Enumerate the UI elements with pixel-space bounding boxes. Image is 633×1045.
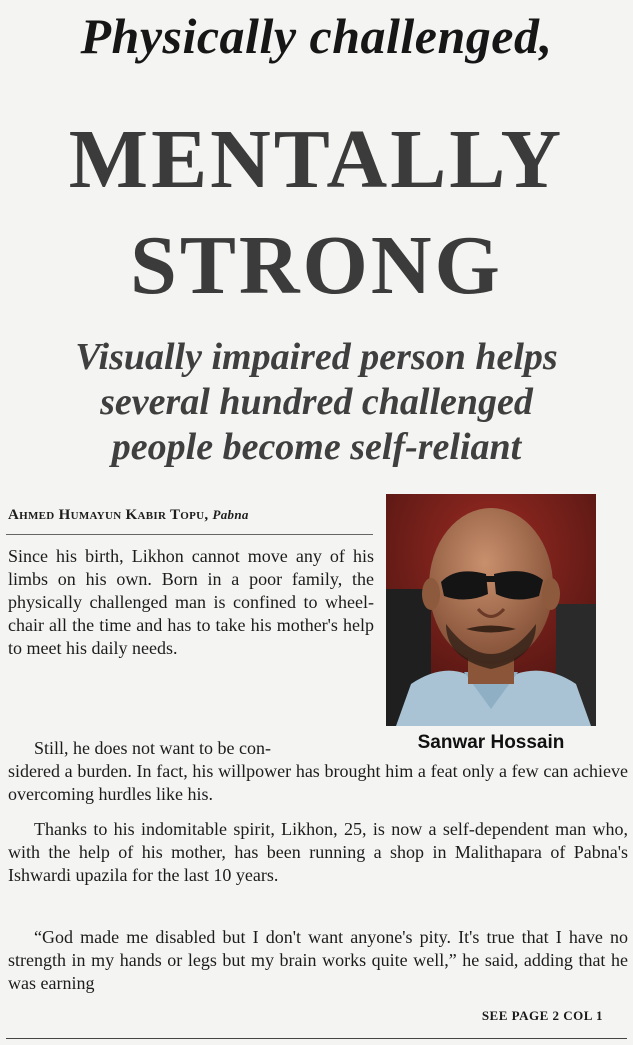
subheadline-line1: Visually impaired person helps [75,336,558,378]
article-paragraph-2-start: Still, he does not want to be con- [34,738,271,758]
headline-main-line1: MENTALLY [68,113,565,206]
continuation-jump-line: SEE PAGE 2 COL 1 [481,1008,603,1023]
byline [8,507,249,524]
article-paragraph-1: Since his birth, Likhon cannot move any of his limbs on his own. Born in a poor family, the physically challenged man is confined to wheelchair all the time and has to take his mother's help to meet his daily needs. [8,546,374,658]
byline-divider [6,534,373,535]
article-paragraph-3: Thanks to his indomitable spirit, Likhon, 25, is now a self-dependent man who, with the help of his mother, has been running a shop in Malithapara of Pabna's Ishwardi upazila for the last 10 years. [8,819,628,885]
article-paragraph-2-rest: sidered a burden. In fact, his willpower has brought him a feat only a few can achieve overcoming hurdles like his. [8,761,628,804]
article-paragraph-4: “God made me disabled but I don't want anyone's pity. It's true that I have no strength in my hands or legs but my brain works quite well,” he said, adding that he was earning [8,927,628,993]
headline-kicker: Physically challenged, [80,8,553,64]
byline-author: Ahmed Humayun Kabir Topu, [8,507,209,523]
photo-caption: Sanwar Hossain [417,732,565,753]
byline-place: Pabna [212,507,249,522]
subheadline-line3: people become self-reliant [111,426,522,468]
bottom-divider [6,1038,627,1039]
headline-main-line2: STRONG [130,219,503,312]
portrait-photo [386,494,596,726]
subheadline-line2: several hundred challenged [100,381,533,423]
subheadline [0,335,633,470]
portrait-image [386,494,596,726]
